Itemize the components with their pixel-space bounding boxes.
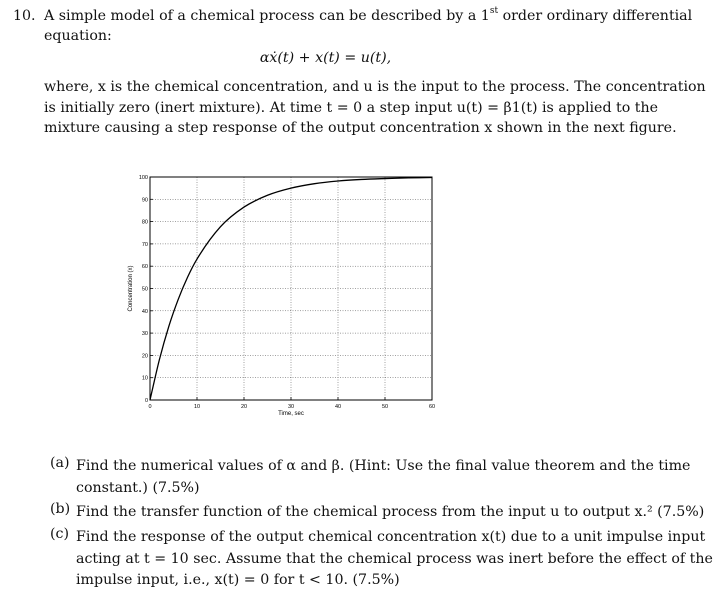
y-tick-label: 40 <box>141 308 148 315</box>
part-text-line: acting at t = 10 sec. Assume that the chemical process was inert before the effect of the <box>76 550 713 567</box>
y-tick-label: 100 <box>138 175 148 181</box>
x-tick-label: 40 <box>334 404 342 410</box>
part-text-line: constant.) (7.5%) <box>76 479 200 496</box>
problem-intro-line2: equation: <box>44 28 112 44</box>
part-label: (c) <box>50 526 70 542</box>
part-label: (b) <box>50 501 71 517</box>
y-tick-label: 30 <box>141 331 148 338</box>
intro-text: A simple model of a chemical process can be described by a 1 <box>44 8 490 24</box>
chart-grid <box>150 177 432 400</box>
x-tick-label: 0 <box>148 404 152 410</box>
x-tick-label: 30 <box>287 404 295 410</box>
y-tick-label: 20 <box>141 353 148 360</box>
y-tick-label: 70 <box>141 241 148 248</box>
ode-equation: αẋ(t) + x(t) = u(t), <box>259 50 392 66</box>
intro-superscript: st <box>489 6 499 16</box>
chart-ticks <box>139 175 435 410</box>
part-text-line: Find the transfer function of the chemical process from the input u to output x.² (7.5%) <box>76 504 705 520</box>
x-tick-label: 50 <box>381 404 389 410</box>
part-text-line: Find the response of the output chemical concentration x(t) due to a unit impulse input <box>76 529 706 545</box>
part-text-line: impulse input, i.e., x(t) = 0 for t < 10. (7.5%) <box>76 572 400 588</box>
para-line3: mixture causing a step response of the output concentration x shown in the next figure. <box>44 120 677 136</box>
para-line2: is initially zero (inert mixture). At time t = 0 a step input u(t) = β1(t) is applied to the <box>44 100 659 116</box>
step-response-curve <box>150 177 432 400</box>
y-tick-label: 50 <box>141 286 148 293</box>
x-axis-label: Time, sec <box>278 411 304 417</box>
part-text-line: Find the numerical values of α and β. (Hint: Use the final value theorem and the time <box>76 458 691 474</box>
part-label: (a) <box>50 455 70 471</box>
x-tick-label: 10 <box>193 404 201 410</box>
intro-text-end: order ordinary differential <box>498 8 693 24</box>
y-tick-label: 80 <box>141 219 148 226</box>
y-tick-label: 0 <box>144 398 148 404</box>
y-tick-label: 60 <box>141 264 148 271</box>
para-line1: where, x is the chemical concentration, and u is the input to the process. The concentration <box>44 79 706 95</box>
x-tick-label: 20 <box>240 404 248 410</box>
problem-intro-line1 <box>44 6 692 26</box>
x-tick-label: 60 <box>428 404 436 410</box>
y-axis-label: Concentration (x) <box>128 265 134 312</box>
problem-number: 10. <box>13 8 36 24</box>
y-tick-label: 90 <box>141 197 148 204</box>
y-tick-label: 10 <box>141 375 148 382</box>
step-response-chart <box>120 168 450 420</box>
